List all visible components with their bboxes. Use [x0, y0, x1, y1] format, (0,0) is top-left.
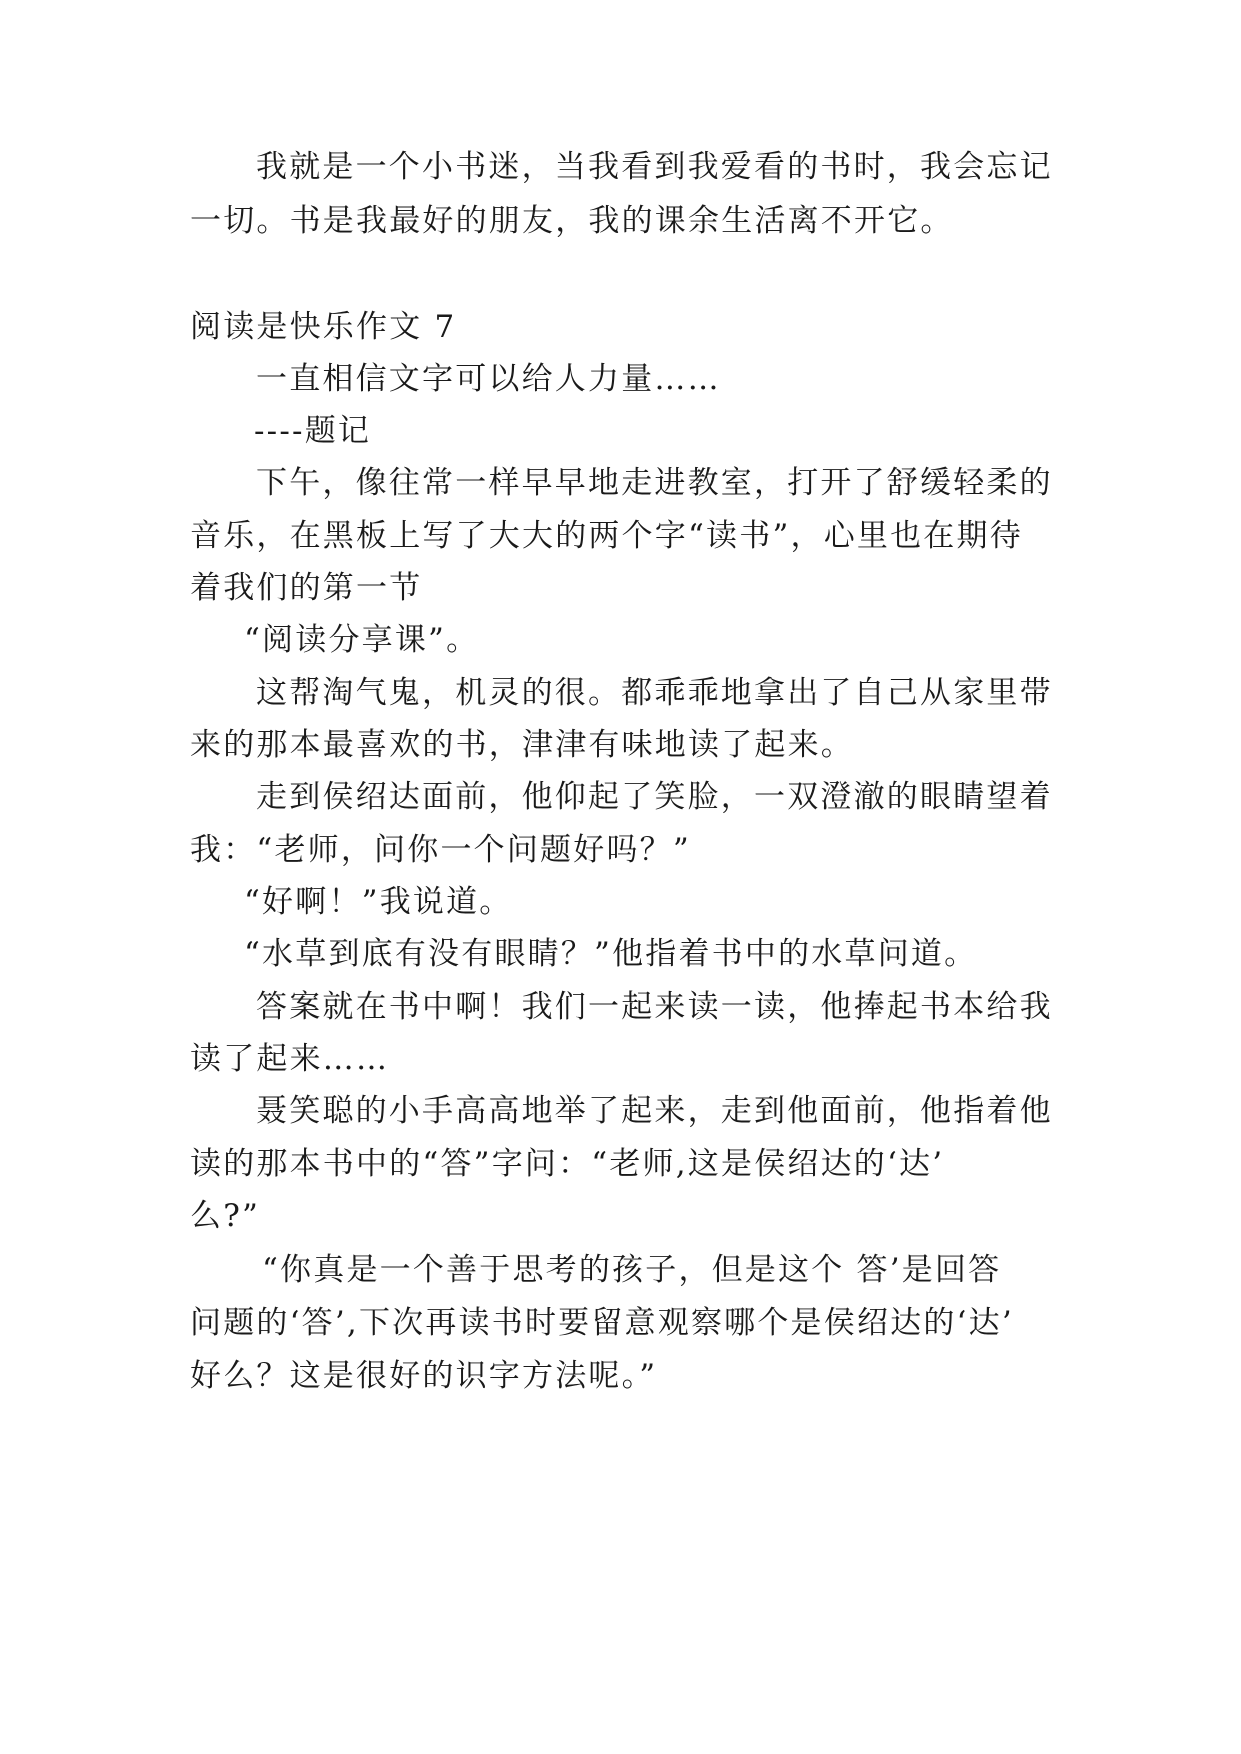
text-line: 读了起来……	[190, 1041, 390, 1077]
text-line: “阅读分享课”。	[244, 622, 480, 658]
epigraph-attribution: ----题记	[254, 413, 372, 449]
text-line: 一切。书是我最好的朋友，我的课余生活离不开它。	[190, 203, 954, 239]
text-line: 读的那本书中的“答”字问：“老师,这是侯绍达的‘达’	[190, 1146, 945, 1182]
text-line: “水草到底有没有眼睛？”他指着书中的水草问道。	[244, 936, 978, 972]
text-line: 聂笑聪的小手高高地举了起来，走到他面前，他指着他	[256, 1093, 1053, 1129]
text-line: 么?”	[190, 1198, 261, 1234]
text-line: 着我们的第一节	[190, 570, 423, 606]
text-line: “好啊！”我说道。	[244, 884, 513, 920]
text-line: “你真是一个善于思考的孩子，但是这个 答’是回答	[262, 1252, 1002, 1288]
text-line: 走到侯绍达面前，他仰起了笑脸，一双澄澈的眼睛望着	[256, 779, 1053, 815]
text-line: 答案就在书中啊！我们一起来读一读，他捧起书本给我	[256, 989, 1053, 1025]
section-title: 阅读是快乐作文 7	[190, 309, 457, 345]
text-line: 我：“老师，问你一个问题好吗？”	[190, 832, 691, 868]
text-line: 这帮淘气鬼，机灵的很。都乖乖地拿出了自己从家里带	[256, 675, 1053, 711]
text-line: 问题的‘答’,下次再读书时要留意观察哪个是侯绍达的‘达’	[190, 1305, 1014, 1341]
text-line: 好么？这是很好的识字方法呢。”	[190, 1358, 658, 1394]
text-line: 我就是一个小书迷，当我看到我爱看的书时，我会忘记	[256, 149, 1053, 185]
text-line: 音乐，在黑板上写了大大的两个字“读书”，心里也在期待	[190, 518, 1023, 554]
text-line: 一直相信文字可以给人力量……	[256, 361, 721, 397]
text-line: 来的那本最喜欢的书，津津有味地读了起来。	[190, 727, 854, 763]
text-line: 下午，像往常一样早早地走进教室，打开了舒缓轻柔的	[256, 465, 1053, 501]
